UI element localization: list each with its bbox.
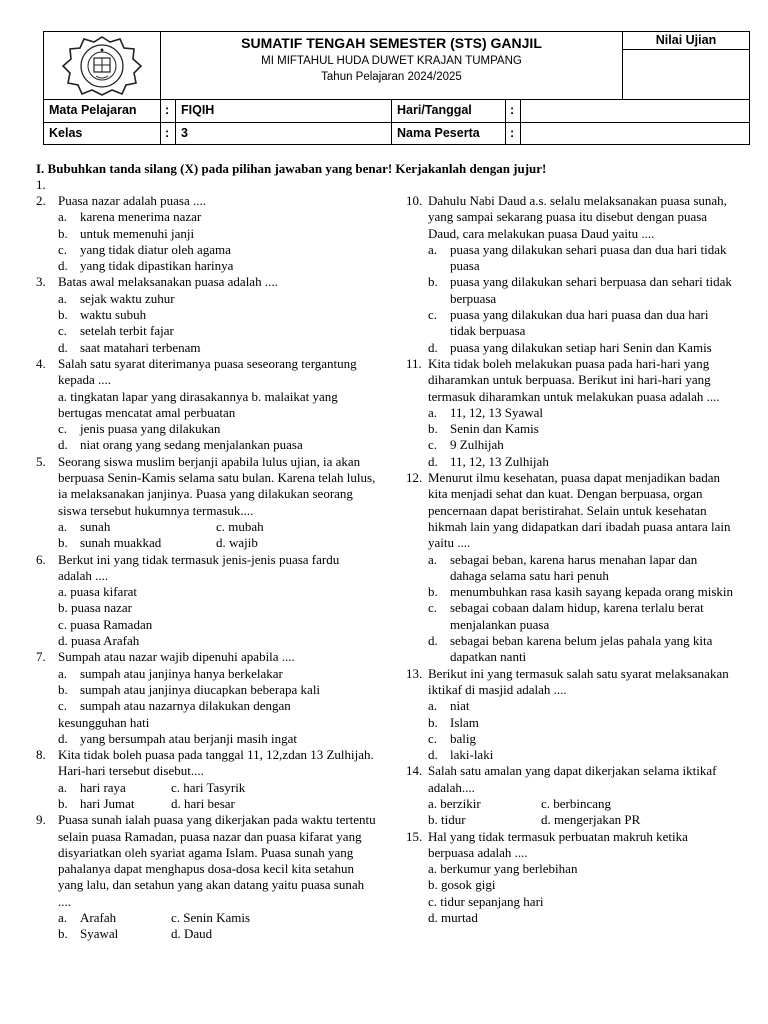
option-a[interactable]: a. niat [428, 698, 470, 714]
student-name-field[interactable] [521, 123, 749, 144]
info-row-subject [44, 100, 749, 122]
option-a[interactable]: a. puasa kifarat [58, 584, 138, 600]
option-b[interactable]: b. Senin dan Kamis [428, 421, 539, 437]
subject-label: Mata Pelajaran [44, 100, 161, 122]
info-row-class [44, 122, 749, 144]
option-d[interactable]: d. puasa yang dilakukan setiap hari Senin dan Kamis [428, 339, 712, 355]
options-row [406, 812, 736, 828]
option-d[interactable]: d. 11, 12, 13 Zulhijah [428, 453, 549, 469]
option-d[interactable]: d. murtad [428, 910, 478, 926]
option-a-b[interactable]: a. tingkatan lapar yang dirasakannya b. malaikat yang bertugas mencatat amal perbuatan [58, 388, 338, 420]
left-column [36, 193, 376, 943]
option-d[interactable]: d. Daud [171, 926, 213, 942]
option-c[interactable]: c. 9 Zulhijah [428, 437, 504, 453]
option-b[interactable]: b. puasa yang dilakukan sehari berpuasa dan sehari tidak berpuasa [428, 274, 732, 306]
option-d[interactable]: d. mengerjakan PR [541, 812, 641, 828]
option-d[interactable]: d. wajib [216, 535, 258, 551]
question-14: 14. Salah satu amalan yang dapat dikerjakan selama iktikaf adalah.... [406, 763, 717, 795]
class-label: Kelas [44, 123, 161, 144]
question-8: 8. Kita tidak boleh puasa pada tanggal 11, 12,zdan 13 Zulhijah. Hari-hari tersebut disebut.... [36, 747, 374, 779]
school-seal-icon [60, 36, 144, 96]
colon: : [506, 123, 521, 144]
option-a[interactable]: a. sejak waktu zuhur [58, 290, 175, 306]
option-d[interactable]: d. yang bersumpah atau berjanji masih ingat [58, 730, 297, 746]
colon: : [506, 100, 521, 122]
question-text: Kita tidak boleh melakukan puasa pada hari-hari yang diharamkan untuk berpuasa. Berikut ini hari-hari yang termasuk diharamkan untuk melakukan puasa adalah .... [428, 355, 720, 404]
score-label: Nilai Ujian [623, 32, 749, 50]
question-text: Berkut ini yang tidak termasuk jenis-jenis puasa fardu adalah .... [58, 551, 340, 583]
option-a[interactable]: a. sunah [58, 518, 111, 534]
option-c[interactable]: c. tidur sepanjang hari [428, 893, 544, 909]
instruction-text: I. Bubuhkan tanda silang (X) pada pilihan jawaban yang benar! Kerjakanlah dengan jujur! [36, 161, 547, 176]
option-c[interactable]: c. yang tidak diatur oleh agama [58, 241, 231, 257]
option-c[interactable]: c. jenis puasa yang dilakukan [58, 421, 221, 437]
question-text: Berikut ini yang termasuk salah satu syarat melaksanakan iktikaf di masjid adalah .... [428, 665, 729, 697]
option-b[interactable]: b. waktu subuh [58, 307, 147, 323]
option-c[interactable]: c. sebagai cobaan dalam hidup, karena terlalu berat menjalankan puasa [428, 600, 704, 632]
option-d[interactable]: d. niat orang yang sedang menjalankan puasa [58, 437, 303, 453]
score-box[interactable] [623, 32, 749, 99]
option-b[interactable]: b. sunah muakkad [58, 535, 162, 551]
option-b[interactable]: b. tidur [428, 812, 466, 828]
question-text: Salah satu syarat diterimanya puasa seseorang tergantung kepada .... [58, 355, 357, 388]
option-a[interactable]: a. puasa yang dilakukan sehari puasa dan dua hari tidak puasa [428, 241, 727, 274]
question-text: Kita tidak boleh puasa pada tanggal 11, 12,zdan 13 Zulhijah. Hari-hari tersebut disebut.... [58, 747, 374, 779]
question-text: Batas awal melaksanakan puasa adalah .... [58, 274, 278, 290]
option-b[interactable]: b. gosok gigi [428, 877, 496, 893]
question-text: Seorang siswa muslim berjanji apabila lulus ujian, ia akan berpuasa Senin-Kamis selama satu bulan. Karena telah lulus, ia melaksanakan janjinya. Puasa yang dilakukan seorang siswa tersebut hukumnya termasuk.... [58, 453, 376, 518]
exam-header-table [43, 31, 750, 145]
exam-title-block [161, 32, 623, 99]
option-c[interactable]: c. berbincang [541, 795, 612, 811]
subject-value: FIQIH [176, 100, 392, 122]
school-name: MI MIFTAHUL HUDA DUWET KRAJAN TUMPANG [261, 55, 522, 67]
option-a[interactable]: a. sumpah atau janjinya hanya berkelakar [58, 665, 283, 681]
right-column [406, 193, 736, 926]
option-c[interactable]: c. setelah terbit fajar [58, 323, 174, 339]
question-text: Salah satu amalan yang dapat dikerjakan selama iktikaf adalah.... [428, 763, 717, 795]
question-3: 3. Batas awal melaksanakan puasa adalah .... [36, 274, 278, 290]
option-d[interactable]: d. sebagai beban karena belum jelas pahala yang kita dapatkan nanti [428, 633, 713, 665]
option-c[interactable]: c. mubah [216, 518, 264, 534]
option-d[interactable]: d. saat matahari terbenam [58, 339, 201, 355]
option-b[interactable]: b. hari Jumat [58, 795, 135, 811]
question-text: Menurut ilmu kesehatan, puasa dapat menjadikan badan kita menjadi sehat dan kuat. Dengan berpuasa, organ pencernaan dapat beristirahat. Selain untuk kesehatan hikmah lain yang didapatkan dari ibadah puasa antara lain yaitu .... [428, 470, 731, 551]
options-row [36, 780, 376, 796]
options-row [36, 796, 376, 812]
option-b[interactable]: b. sumpah atau janjinya diucapkan beberapa kali [58, 681, 321, 697]
question-9: 9. Puasa sunah ialah puasa yang dikerjakan pada waktu tertentu selain puasa Ramadan, puasa nazar dan puasa kifarat yang disyariatkan oleh syariat agama Islam. Puasa sunah yang pahalanya dapat menghapus dosa-dosa kecil kita setahun yang lalu, dan setahun yang akan datang yaitu puasa sunah .... [36, 812, 376, 909]
option-b[interactable]: b. menumbuhkan rasa kasih sayang kepada orang miskin [428, 584, 734, 600]
question-text: Puasa sunah ialah puasa yang dikerjakan pada waktu tertentu selain puasa Ramadan, puasa nazar dan puasa kifarat yang disyariatkan oleh syariat agama Islam. Puasa sunah yang pahalanya dapat menghapus dosa-dosa kecil kita setahun yang lalu, dan setahun yang akan datang yaitu puasa sunah .... [58, 812, 376, 909]
options-row [36, 535, 376, 551]
question-7: 7. Sumpah atau nazar wajib dipenuhi apabila .... [36, 649, 295, 665]
options-row [36, 926, 376, 942]
option-a[interactable]: a. berkumur yang berlebihan [428, 861, 578, 877]
option-d[interactable]: d. yang tidak dipastikan harinya [58, 258, 234, 274]
day-date-field[interactable] [521, 100, 749, 122]
question-5: 5. Seorang siswa muslim berjanji apabila lulus ujian, ia akan berpuasa Senin-Kamis selama satu bulan. Karena telah lulus, ia melaksanakan janjinya. Puasa yang dilakukan seorang siswa tersebut hukumnya termasuk.... [36, 453, 376, 518]
colon: : [161, 100, 176, 122]
header-top-row [44, 32, 749, 100]
question-text: Puasa nazar adalah puasa .... [58, 193, 206, 208]
option-d[interactable]: d. laki-laki [428, 747, 494, 763]
academic-year: Tahun Pelajaran 2024/2025 [321, 71, 462, 83]
option-a[interactable]: a. sebagai beban, karena harus menahan lapar dan dahaga selama satu hari penuh [428, 551, 698, 583]
colon: : [161, 123, 176, 144]
question-6: 6. Berkut ini yang tidak termasuk jenis-jenis puasa fardu adalah .... [36, 551, 340, 583]
options-row [36, 910, 376, 926]
exam-title: SUMATIF TENGAH SEMESTER (STS) GANJIL [241, 35, 542, 51]
question-11: 11. Kita tidak boleh melakukan puasa pada hari-hari yang diharamkan untuk berpuasa. Berikut ini hari-hari yang termasuk diharamkan untuk melakukan puasa adalah .... [406, 355, 720, 404]
options-row [36, 519, 376, 535]
question-15: 15. Hal yang tidak termasuk perbuatan makruh ketika berpuasa adalah .... [406, 828, 688, 860]
student-name-label: Nama Peserta [392, 123, 506, 144]
question-text: Dahulu Nabi Daud a.s. selalu melaksanakan puasa sunah, yang sampai sekarang puasa itu disebut dengan puasa Daud, cara melakukan puasa Daud yaitu .... [428, 193, 727, 241]
question-2: 2. Puasa nazar adalah puasa .... [36, 193, 206, 208]
option-b[interactable]: b. untuk memenuhi janji [58, 225, 195, 241]
option-c[interactable]: c. balig [428, 730, 476, 746]
option-c-continued: kesungguhan hati [58, 714, 150, 730]
option-a[interactable]: a. 11, 12, 13 Syawal [428, 404, 544, 420]
option-a[interactable]: a. Arafah [58, 910, 117, 926]
option-c[interactable]: c. puasa Ramadan [58, 616, 153, 632]
question-text: Sumpah atau nazar wajib dipenuhi apabila .... [58, 649, 295, 665]
day-date-label: Hari/Tanggal [392, 100, 506, 122]
question-text: Hal yang tidak termasuk perbuatan makruh ketika berpuasa adalah .... [428, 828, 688, 860]
option-b[interactable]: b. Syawal [58, 926, 119, 942]
options-row [406, 796, 736, 812]
question-12: 12. Menurut ilmu kesehatan, puasa dapat menjadikan badan kita menjadi sehat dan kuat. Dengan berpuasa, organ pencernaan dapat beristirahat. Selain untuk kesehatan hikmah lain yang didapatkan dari ibadah puasa antara lain yaitu .... [406, 470, 731, 551]
school-logo [44, 32, 161, 99]
class-value: 3 [176, 123, 392, 144]
question-number-1: 1. [36, 177, 46, 192]
option-b[interactable]: b. puasa nazar [58, 600, 132, 616]
question-4: 4. Salah satu syarat diterimanya puasa seseorang tergantung kepada .... [36, 355, 357, 388]
option-d[interactable]: d. puasa Arafah [58, 633, 140, 649]
option-d[interactable]: d. hari besar [171, 795, 235, 811]
option-a[interactable]: a. karena menerima nazar [58, 209, 202, 225]
option-c[interactable]: c. puasa yang dilakukan dua hari puasa dan dua hari tidak berpuasa [428, 307, 709, 339]
option-a[interactable]: a. hari raya [58, 779, 126, 795]
option-b[interactable]: b. Islam [428, 714, 479, 730]
option-c[interactable]: c. sumpah atau nazarnya dilakukan dengan [58, 698, 291, 714]
question-10: 10. Dahulu Nabi Daud a.s. selalu melaksanakan puasa sunah, yang sampai sekarang puasa itu disebut dengan puasa Daud, cara melakukan puasa Daud yaitu .... [406, 193, 727, 241]
option-c[interactable]: c. Senin Kamis [171, 910, 251, 926]
option-c[interactable]: c. hari Tasyrik [171, 779, 246, 795]
question-13: 13. Berikut ini yang termasuk salah satu syarat melaksanakan iktikaf di masjid adalah .... [406, 665, 729, 697]
option-a[interactable]: a. berzikir [428, 795, 481, 811]
